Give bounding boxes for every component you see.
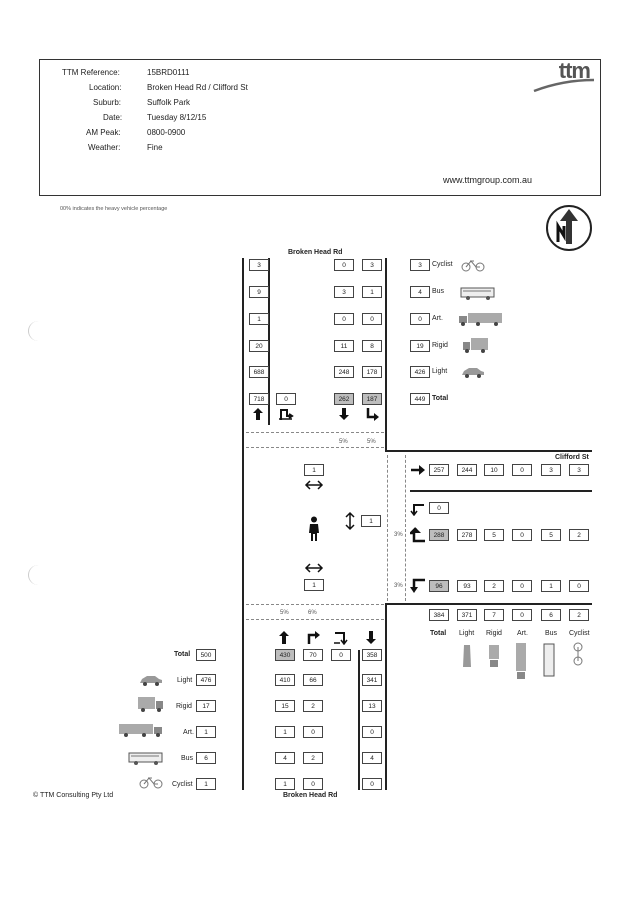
south-out-rigid: 13 [362, 700, 382, 712]
south-through-hv: 5% [280, 610, 289, 616]
road-south-median [358, 650, 360, 790]
heavy-vehicle-note: 00% indicates the heavy vehicle percentage [60, 206, 168, 212]
south-right-bus: 2 [303, 752, 323, 764]
east-out-bus: 3 [541, 464, 561, 476]
east-left-bus: 5 [541, 529, 561, 541]
north-through-rigid: 11 [334, 340, 354, 352]
south-out-cyclist: 0 [362, 778, 382, 790]
bus-icon [460, 286, 496, 300]
road-north-left-edge [242, 258, 244, 450]
east-left-arrow-icon [410, 527, 426, 543]
south-through-rigid: 15 [275, 700, 295, 712]
north-summary-total: 449 [410, 393, 430, 405]
east-out-rigid: 10 [484, 464, 504, 476]
east-left-rigid: 5 [484, 529, 504, 541]
east-out-cyclist: 3 [569, 464, 589, 476]
south-through-light: 410 [275, 674, 295, 686]
north-left-light: 688 [249, 366, 269, 378]
north-road-name: Broken Head Rd [288, 249, 343, 256]
punch-hole-top [28, 321, 49, 341]
ped-south-arrow-icon [304, 562, 324, 574]
east-in-rigid: 7 [484, 609, 504, 621]
north-summary-rigid-label: Rigid [432, 342, 448, 349]
east-road-name: Clifford St [555, 454, 589, 461]
articulated-truck-icon [118, 722, 164, 738]
label-date: Date: [103, 113, 123, 122]
north-through-arrow-icon [337, 407, 351, 421]
south-out-art: 0 [362, 726, 382, 738]
north-summary-bus-label: Bus [432, 288, 445, 295]
north-summary-total-label: Total [432, 395, 449, 402]
road-north-right-edge [385, 258, 387, 450]
east-right-light: 93 [457, 580, 477, 592]
label-suburb: Suburb: [93, 98, 122, 107]
bicycle-icon [138, 775, 164, 789]
east-col-label-art: Art. [517, 630, 528, 637]
north-left-total: 718 [249, 393, 269, 405]
south-through-cyclist: 1 [275, 778, 295, 790]
north-summary-cyclist-label: Cyclist [432, 261, 453, 268]
east-in-total: 384 [429, 609, 449, 621]
stopline-north [246, 432, 384, 433]
label-location: Location: [89, 83, 122, 92]
east-in-bus: 6 [541, 609, 561, 621]
bus-vertical-icon [542, 642, 556, 678]
east-left-cyclist: 2 [569, 529, 589, 541]
label-ttm-reference: TTM Reference: [62, 68, 120, 77]
ped-north-count: 1 [304, 464, 324, 476]
south-right-cyclist: 0 [303, 778, 323, 790]
south-right-arrow-icon [305, 630, 321, 645]
road-south-left-edge [242, 450, 244, 790]
east-col-label-rigid: Rigid [486, 630, 502, 637]
punch-hole-bottom [28, 565, 49, 585]
art-vertical-icon [514, 641, 528, 681]
south-through-arrow-icon [277, 630, 291, 645]
south-summary-light-label: Light [177, 677, 193, 684]
north-through-total: 262 [334, 393, 354, 405]
stopline-south [246, 604, 384, 605]
north-summary-bus: 4 [410, 286, 430, 298]
south-right-rigid: 2 [303, 700, 323, 712]
road-east-median [410, 490, 592, 492]
east-left-hv: 3% [394, 532, 403, 538]
bus-icon [128, 751, 164, 765]
north-summary-art-label: Art. [432, 315, 443, 322]
bicycle-icon [460, 258, 486, 272]
south-out-bus: 4 [362, 752, 382, 764]
value-date: Tuesday 8/12/15 [147, 113, 207, 122]
north-right-cyclist: 3 [362, 259, 382, 271]
logo-text: ttm [558, 58, 590, 83]
rigid-vertical-icon [487, 643, 501, 669]
north-right-arrow-icon [364, 407, 380, 421]
rigid-truck-icon [137, 695, 165, 713]
label-am-peak: AM Peak: [86, 128, 121, 137]
east-out-art: 0 [512, 464, 532, 476]
north-right-light: 178 [362, 366, 382, 378]
value-weather: Fine [147, 143, 163, 152]
car-icon [460, 366, 486, 378]
east-right-rigid: 2 [484, 580, 504, 592]
copyright-footer: © TTM Consulting Pty Ltd [33, 792, 114, 799]
south-through-bus: 4 [275, 752, 295, 764]
east-right-bus: 1 [541, 580, 561, 592]
value-ttm-reference: 15BRD0111 [147, 68, 190, 77]
east-out-total: 257 [429, 464, 449, 476]
stopline-north-2 [246, 447, 384, 448]
stopline-east [387, 455, 388, 601]
east-right-total: 96 [429, 580, 449, 592]
north-uturn-arrow-icon [278, 407, 294, 421]
south-through-art: 1 [275, 726, 295, 738]
east-in-art: 0 [512, 609, 532, 621]
north-through-art: 0 [334, 313, 354, 325]
east-left-light: 278 [457, 529, 477, 541]
south-summary-art: 1 [196, 726, 216, 738]
south-out-total: 358 [362, 649, 382, 661]
north-summary-light-label: Light [432, 368, 448, 375]
ped-north-arrow-icon [304, 479, 324, 491]
south-summary-rigid: 17 [196, 700, 216, 712]
east-out-arrow-icon [410, 464, 426, 476]
north-left-cyclist: 3 [249, 259, 269, 271]
east-left-art: 0 [512, 529, 532, 541]
east-in-cyclist: 2 [569, 609, 589, 621]
east-col-label-total: Total [430, 630, 447, 637]
value-am-peak: 0800-0900 [147, 128, 186, 137]
stopline-south-2 [246, 619, 384, 620]
value-suburb: Suffolk Park [147, 98, 190, 107]
north-right-art: 0 [362, 313, 382, 325]
east-right-arrow-icon [410, 578, 426, 594]
car-vertical-icon [461, 643, 473, 669]
south-right-art: 0 [303, 726, 323, 738]
ped-south-count: 1 [304, 579, 324, 591]
north-arrow-icon [545, 204, 593, 252]
south-summary-cyclist: 1 [196, 778, 216, 790]
bicycle-vertical-icon [571, 641, 585, 667]
north-right-rigid: 8 [362, 340, 382, 352]
east-uturn-arrow-icon [410, 502, 426, 516]
north-through-cyclist: 0 [334, 259, 354, 271]
north-summary-art: 0 [410, 313, 430, 325]
south-uturn-arrow-icon [333, 630, 349, 645]
stopline-east-2 [405, 455, 406, 601]
rigid-truck-icon [462, 336, 490, 354]
south-summary-rigid-label: Rigid [176, 703, 192, 710]
north-summary-rigid: 19 [410, 340, 430, 352]
pedestrian-icon [306, 516, 322, 542]
south-summary-bus-label: Bus [181, 755, 194, 762]
north-right-hv: 5% [367, 439, 376, 445]
north-uturn-total: 0 [276, 393, 296, 405]
south-summary-light: 476 [196, 674, 216, 686]
north-through-light: 248 [334, 366, 354, 378]
ped-east-count: 1 [361, 515, 381, 527]
south-right-light: 66 [303, 674, 323, 686]
east-right-hv: 3% [394, 583, 403, 589]
label-weather: Weather: [88, 143, 121, 152]
road-east-bottom-edge [385, 603, 592, 605]
road-east-top-edge [385, 450, 592, 452]
east-left-total: 288 [429, 529, 449, 541]
south-summary-cyclist-label: Cyclist [172, 781, 193, 788]
east-col-label-light: Light [459, 630, 475, 637]
north-summary-cyclist: 3 [410, 259, 430, 271]
south-out-arrow-icon [364, 630, 378, 645]
south-road-name: Broken Head Rd [283, 792, 338, 799]
car-icon [138, 674, 164, 686]
east-right-cyclist: 0 [569, 580, 589, 592]
south-summary-total-label: Total [174, 651, 191, 658]
south-summary-total: 500 [196, 649, 216, 661]
east-right-art: 0 [512, 580, 532, 592]
east-in-light: 371 [457, 609, 477, 621]
east-uturn: 0 [429, 502, 449, 514]
south-right-total: 70 [303, 649, 323, 661]
ttm-logo [528, 58, 598, 94]
north-left-bus: 9 [249, 286, 269, 298]
south-out-light: 341 [362, 674, 382, 686]
value-location: Broken Head Rd / Clifford St [147, 83, 248, 92]
north-summary-light: 426 [410, 366, 430, 378]
articulated-truck-icon [458, 311, 504, 327]
north-left-rigid: 20 [249, 340, 269, 352]
north-up-arrow-icon [251, 407, 265, 421]
east-out-light: 244 [457, 464, 477, 476]
north-right-bus: 1 [362, 286, 382, 298]
east-col-label-bus: Bus [545, 630, 558, 637]
north-through-hv: 5% [339, 439, 348, 445]
north-left-art: 1 [249, 313, 269, 325]
south-through-total: 430 [275, 649, 295, 661]
south-summary-bus: 6 [196, 752, 216, 764]
south-uturn: 0 [331, 649, 351, 661]
south-right-hv: 6% [308, 610, 317, 616]
website-link[interactable]: www.ttmgroup.com.au [443, 175, 533, 185]
north-through-bus: 3 [334, 286, 354, 298]
south-summary-art-label: Art. [183, 729, 194, 736]
north-right-total: 187 [362, 393, 382, 405]
logo-swoosh-icon [528, 58, 598, 94]
east-col-label-cyclist: Cyclist [569, 630, 590, 637]
road-south-right-edge [385, 603, 387, 790]
ped-east-arrow-icon [344, 511, 356, 531]
